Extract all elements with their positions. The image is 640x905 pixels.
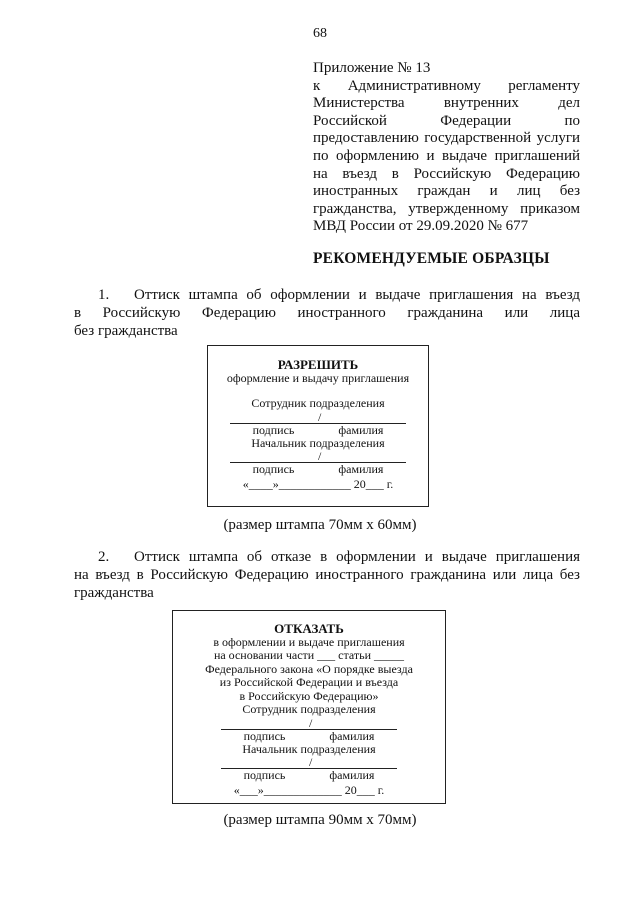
stamp-permit [207, 345, 429, 507]
annex-line: Приложение № 13 [313, 60, 431, 76]
stamp-text-line: на основании части ___ статьи _____ [213, 648, 405, 662]
signature-labels [173, 769, 445, 782]
signature-line: / [230, 411, 406, 424]
section-1-text [74, 286, 580, 340]
signature-labels [208, 463, 428, 476]
stamp-size-caption: (размер штампа 70мм х 60мм) [223, 517, 417, 533]
section-1-number: 1. [98, 287, 110, 303]
stamp-size-caption: (размер штампа 90мм х 70мм) [223, 812, 417, 828]
surname-label: фамилия [329, 768, 375, 782]
annex-line: МВД России от 29.09.2020 № 677 [313, 218, 529, 235]
section-1-line: без гражданства [74, 323, 178, 339]
stamp-text-line: в Российскую Федерацию» [239, 688, 379, 703]
section-2-text [74, 548, 580, 602]
chief-label: Начальник подразделения [242, 741, 376, 756]
stamp-text-line: из Российской Федерации и въезда [219, 675, 399, 689]
section-1-line: в Российскую Федерацию иностранного гражданина или лица [74, 305, 580, 321]
signature-line: / [230, 450, 406, 463]
sign-label: подпись [252, 422, 295, 437]
section-1-line: Оттиск штампа об оформлении и выдаче приглашения на въезд [134, 287, 580, 303]
annex-header [313, 60, 580, 236]
annex-line: по оформлению и выдаче приглашений [313, 147, 580, 164]
section-2-line: гражданства [74, 585, 154, 601]
chief-label: Начальник подразделения [251, 435, 385, 450]
page-number: 68 [313, 26, 327, 41]
surname-label: фамилия [338, 422, 384, 437]
annex-line: предоставлению государственной услуги [313, 130, 580, 147]
annex-line: к Административному регламенту [313, 77, 580, 94]
stamp-title: РАЗРЕШИТЬ [277, 357, 359, 372]
stamp-subtitle: оформление и выдачу приглашения [226, 370, 410, 385]
section-heading: РЕКОМЕНДУЕМЫЕ ОБРАЗЦЫ [313, 250, 550, 267]
sign-label: подпись [243, 768, 286, 782]
stamp-text-line: в оформлении и выдаче приглашения [213, 634, 405, 649]
sign-label: подпись [252, 462, 295, 476]
signature-line: / [221, 717, 397, 730]
surname-label: фамилия [338, 462, 384, 476]
section-2-number: 2. [98, 549, 110, 565]
annex-line: Российской Федерации по [313, 112, 580, 129]
sign-label: подпись [243, 728, 286, 743]
annex-line: иностранных граждан и лиц без [313, 183, 580, 200]
annex-line: Министерства внутренних дел [313, 95, 580, 112]
signature-labels [173, 730, 445, 743]
date-line: «____»____________ 20___ г. [242, 477, 394, 491]
annex-line: гражданства, утвержденному приказом [313, 200, 580, 217]
stamp-title: ОТКАЗАТЬ [274, 621, 344, 636]
date-line: «___»_____________ 20___ г. [233, 783, 385, 797]
signature-line: / [221, 756, 397, 769]
stamp-refusal [172, 610, 446, 804]
signature-labels [208, 424, 428, 437]
surname-label: фамилия [329, 728, 375, 743]
annex-line: на въезд в Российскую Федерацию [313, 165, 580, 182]
section-2-line: на въезд в Российскую Федерацию иностранного гражданина или лица без [74, 567, 580, 583]
employee-label: Сотрудник подразделения [242, 702, 376, 716]
stamp-text-line: Федерального закона «О порядке выезда [205, 661, 413, 676]
section-2-line: Оттиск штампа об отказе в оформлении и выдаче приглашения [134, 549, 580, 565]
employee-label: Сотрудник подразделения [251, 396, 385, 410]
